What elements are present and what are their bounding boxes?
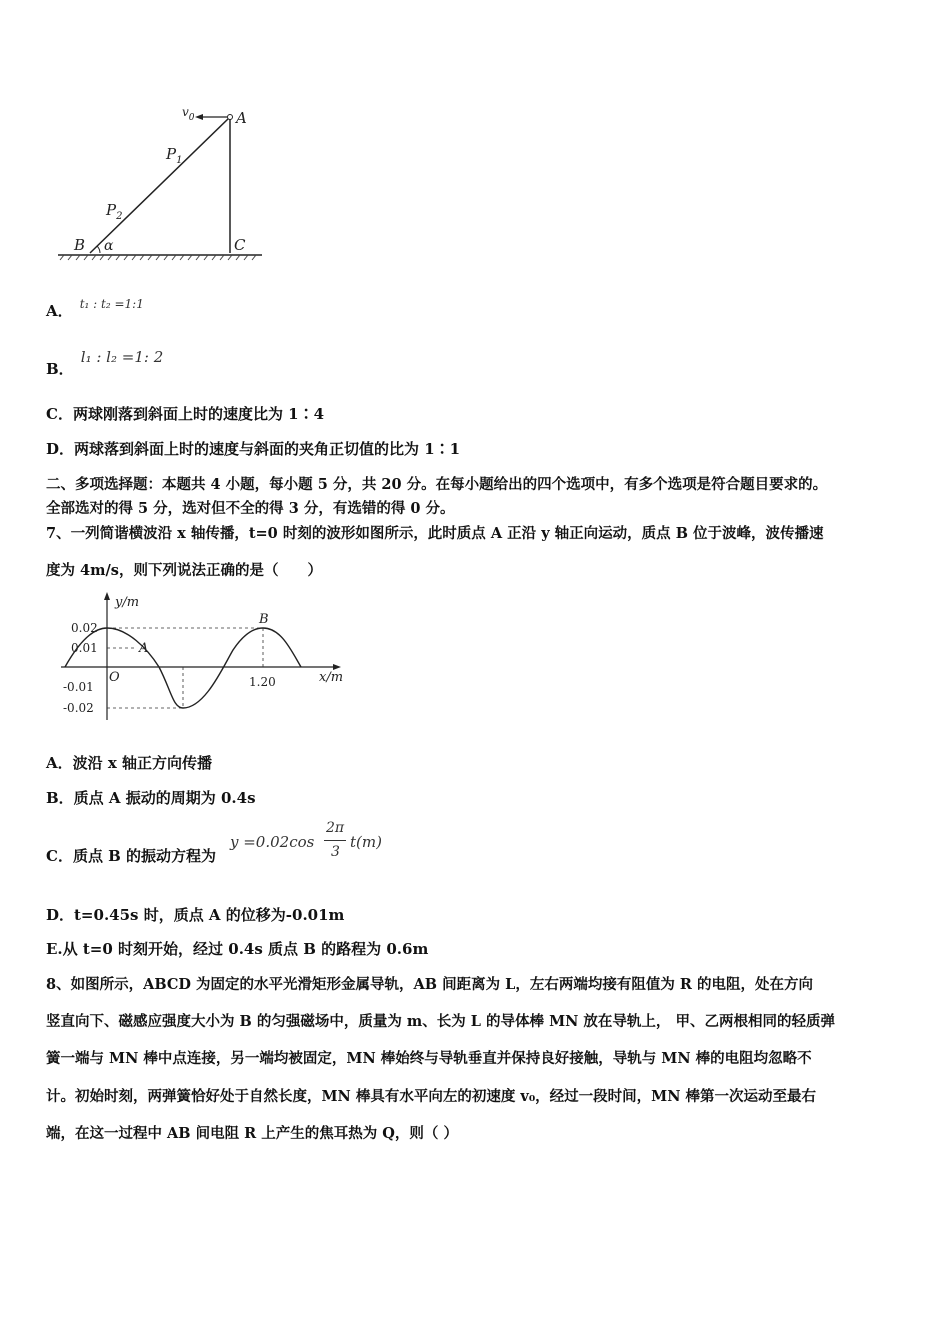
y-axis-label: y/m bbox=[115, 595, 140, 610]
velocity-arrowhead bbox=[195, 114, 203, 120]
incline-figure bbox=[50, 95, 270, 265]
origin-label: O bbox=[109, 670, 120, 685]
label-c: C bbox=[234, 236, 246, 254]
q6-option-b bbox=[46, 346, 164, 378]
q7-option-c-math-left: y =0.02cos bbox=[230, 833, 315, 851]
y-tick-neg0.01: -0.01 bbox=[63, 680, 94, 694]
q6-option-c: C．两球刚落到斜面上时的速度比为 1∶4 bbox=[46, 405, 325, 423]
label-alpha: α bbox=[104, 238, 114, 254]
q8-line3: 簧一端与 MN 棒中点连接，另一端均被固定，MN 棒始终与导轨垂直并保持良好接触，导轨与 MN 棒的电阻均忽略不 bbox=[46, 1050, 812, 1067]
q8-line1: 8、如图所示，ABCD 为固定的水平光滑矩形金属导轨，AB 间距离为 L，左右两端均接有阻值为 R 的电阻，处在方向 bbox=[46, 976, 813, 993]
q7-option-e: E.从 t=0 时刻开始，经过 0.4s 质点 B 的路程为 0.6m bbox=[46, 940, 429, 958]
label-p1: $P_1$ bbox=[166, 145, 183, 166]
point-a bbox=[228, 115, 233, 120]
q7-line2: 度为 4m/s，则下列说法正确的是（ ） bbox=[46, 562, 322, 579]
q7-option-a: A．波沿 x 轴正方向传播 bbox=[46, 754, 213, 772]
incline-line bbox=[90, 117, 230, 253]
q7-option-c-math-right: t(m) bbox=[350, 833, 382, 851]
q8-line5: 端，在这一过程中 AB 间电阻 R 上产生的焦耳热为 Q，则（ ） bbox=[46, 1125, 458, 1142]
section2-line1: 二、多项选择题：本题共 4 小题，每小题 5 分，共 20 分。在每小题给出的四个选项中，有多个选项是符合题目要求的。 bbox=[46, 476, 828, 493]
q7-option-c-frac-den: 3 bbox=[331, 844, 340, 860]
y-tick-0.02: 0.02 bbox=[71, 621, 98, 635]
q7-option-b: B．质点 A 振动的周期为 0.4s bbox=[46, 789, 256, 807]
y-tick-neg0.02: -0.02 bbox=[63, 701, 94, 715]
label-p2: $P_2$ bbox=[106, 201, 123, 222]
q7-option-c-frac-num: 2π bbox=[326, 820, 345, 836]
angle-arc bbox=[97, 246, 100, 253]
label-b: B bbox=[74, 236, 86, 254]
q6-option-b-label: B． bbox=[46, 360, 74, 378]
y-tick-0.01: 0.01 bbox=[71, 641, 98, 655]
section2-line2: 全部选对的得 5 分，选对但不全的得 3 分，有选错的得 0 分。 bbox=[46, 500, 455, 517]
q7-option-c-frac-bar bbox=[324, 840, 346, 841]
point-b-label: B bbox=[259, 612, 269, 627]
x-axis-label: x/m bbox=[319, 670, 344, 685]
q6-option-b-math: l₁ : l₂ =1: 2 bbox=[80, 348, 164, 366]
q8-line4: 计。初始时刻，两弹簧恰好处于自然长度，MN 棒具有水平向左的初速度 v₀，经过一段时间，MN 棒第一次运动至最右 bbox=[46, 1088, 817, 1105]
q8-line2: 竖直向下、磁感应强度大小为 B 的匀强磁场中，质量为 m、长为 L 的导体棒 MN 放在导轨上， 甲、乙两根相同的轻质弹 bbox=[46, 1013, 835, 1030]
y-axis-arrow bbox=[104, 592, 110, 600]
x-tick-1.20: 1.20 bbox=[249, 675, 276, 689]
q7-option-d: D．t=0.45s 时，质点 A 的位移为-0.01m bbox=[46, 906, 345, 924]
q7-line1: 7、一列简谐横波沿 x 轴传播，t=0 时刻的波形如图所示，此时质点 A 正沿 y 轴正向运动，质点 B 位于波峰，波传播速 bbox=[46, 525, 824, 542]
point-a-label: A bbox=[139, 641, 149, 656]
wave-graph bbox=[55, 590, 355, 730]
label-a: A bbox=[236, 109, 247, 127]
q7-option-c-label: C．质点 B 的振动方程为 bbox=[46, 847, 217, 865]
q6-option-a-math: t₁ : t₂ =1:1 bbox=[79, 297, 144, 311]
q6-option-a-label: A． bbox=[46, 302, 73, 320]
q6-option-a bbox=[46, 292, 144, 320]
label-v0: $v_0$ bbox=[182, 105, 195, 123]
q6-option-d: D．两球落到斜面上时的速度与斜面的夹角正切值的比为 1∶1 bbox=[46, 440, 461, 458]
